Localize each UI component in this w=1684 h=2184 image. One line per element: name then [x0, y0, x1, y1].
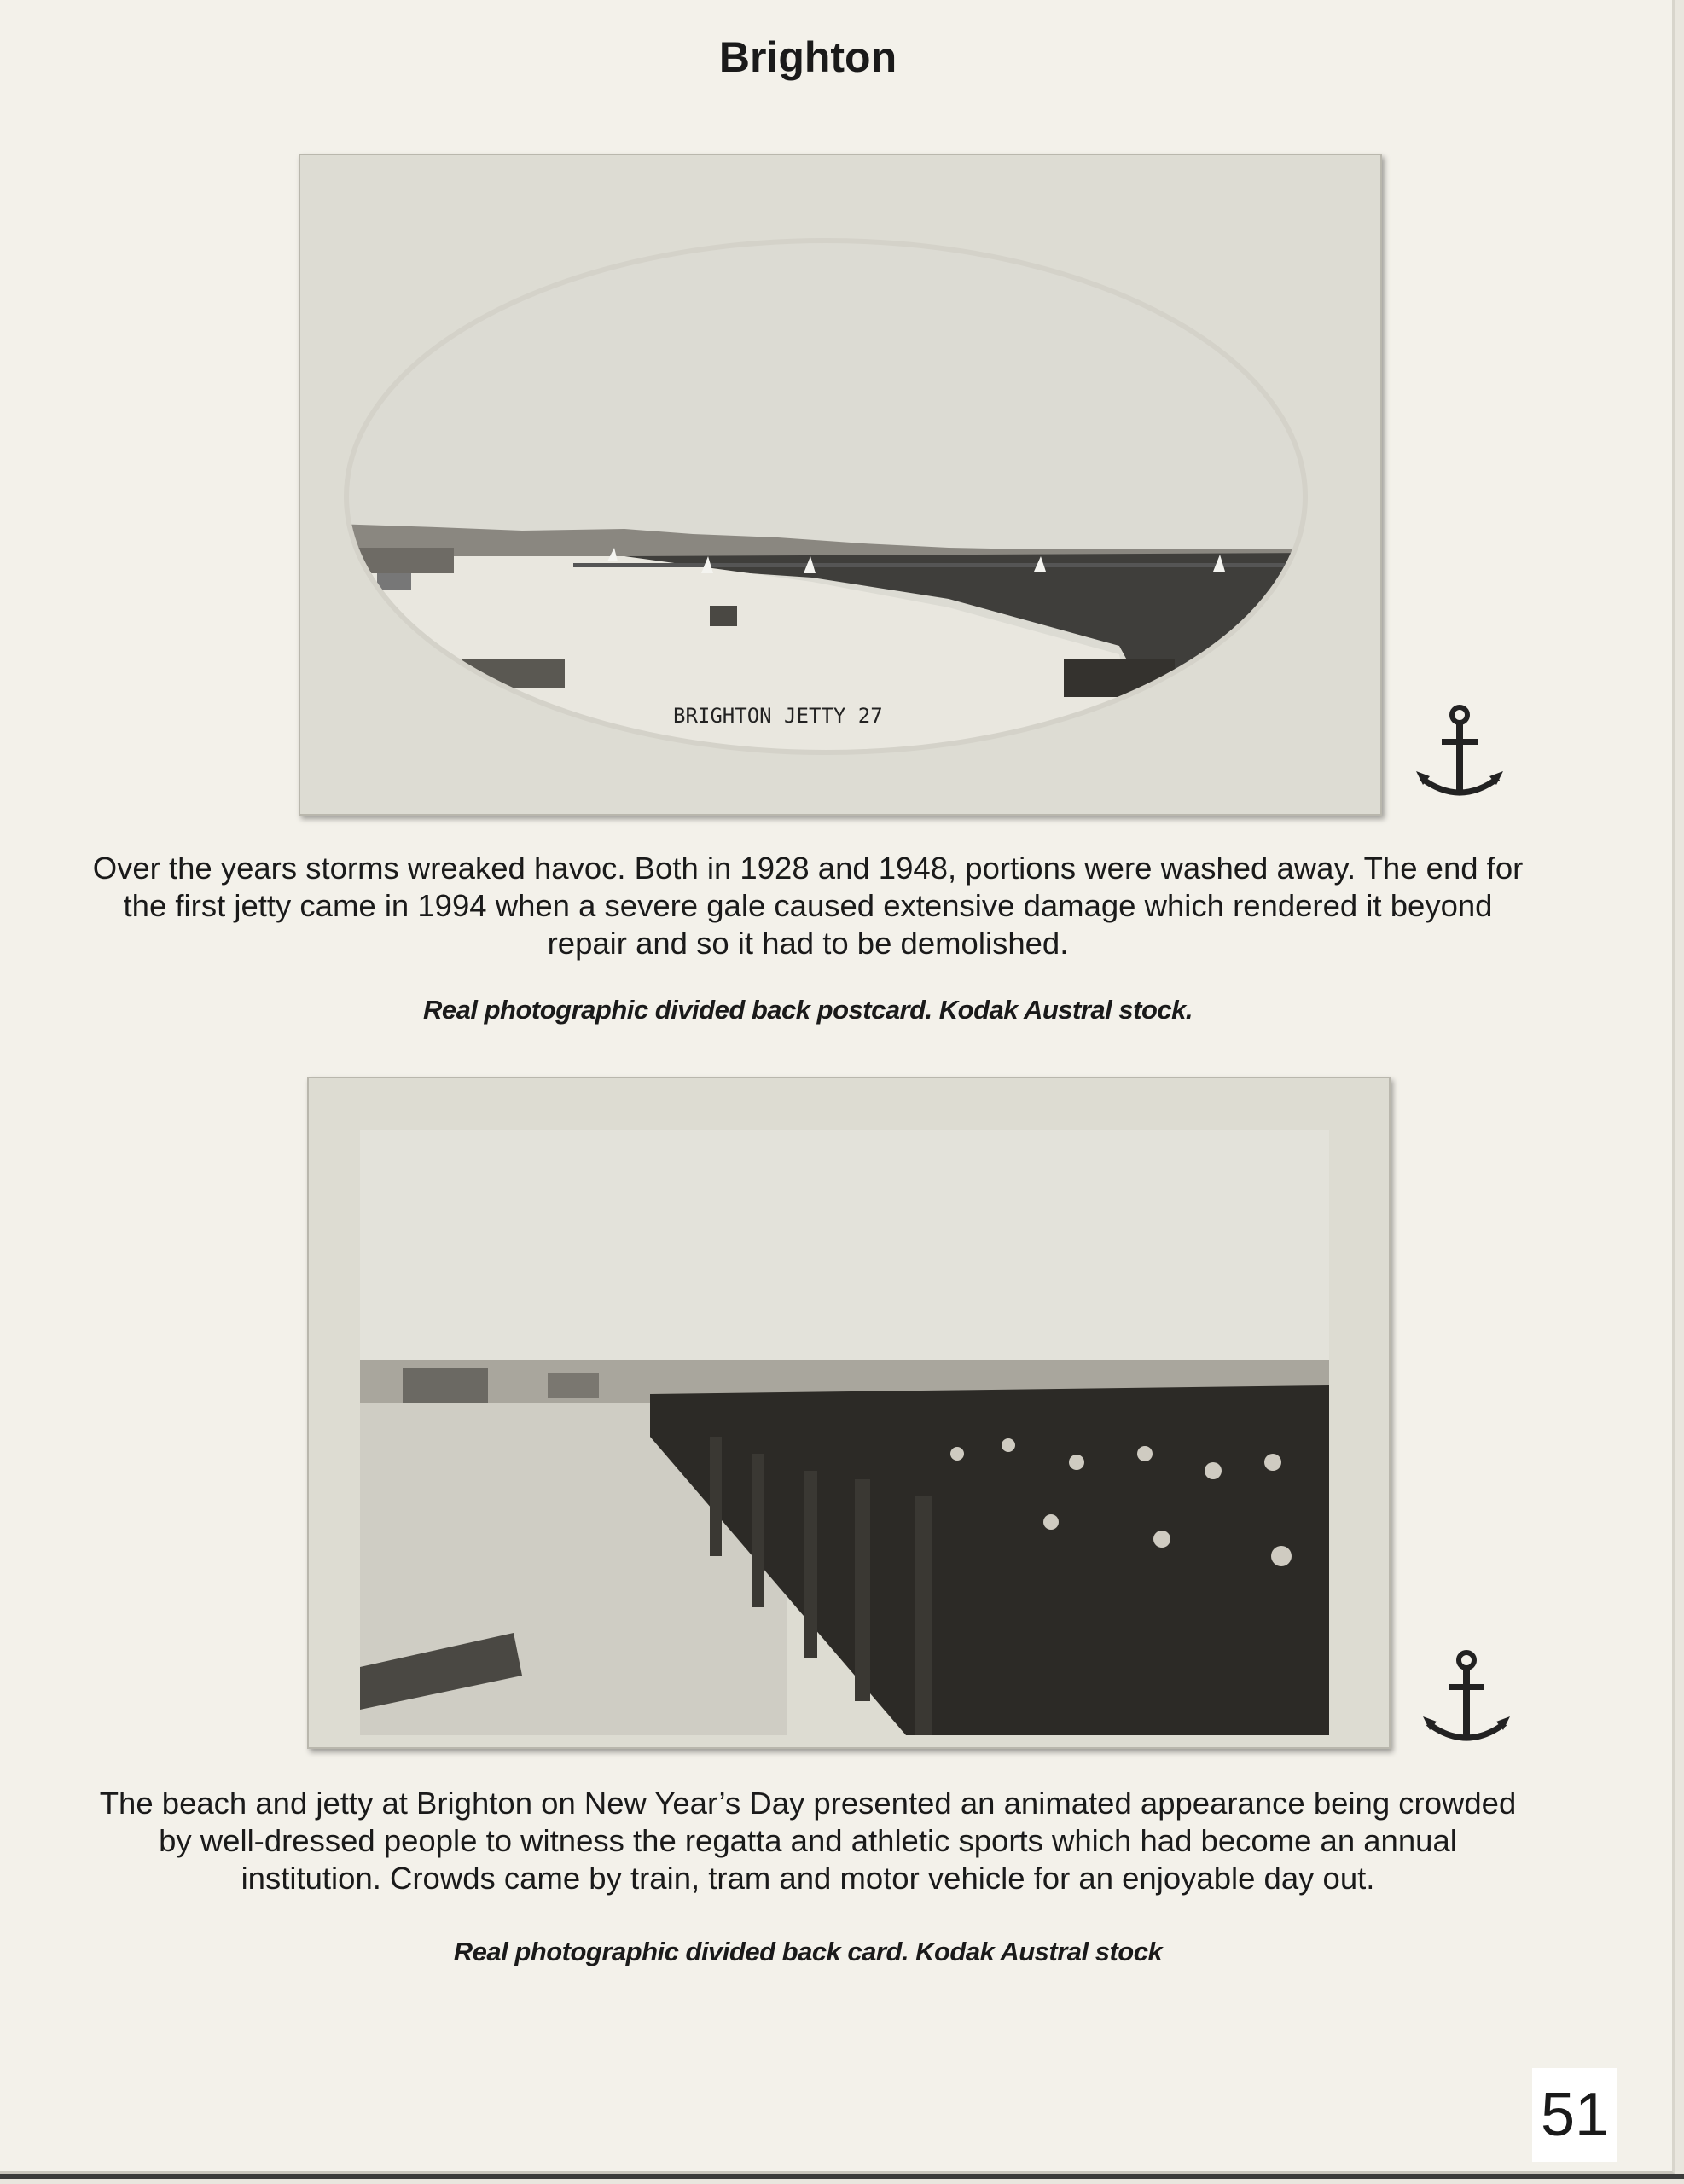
postcard-photo — [300, 155, 1380, 814]
postcard1-note: Real photographic divided back postcard. Kodak Austral stock. — [423, 995, 1193, 1025]
postcard-handwritten-caption: BRIGHTON JETTY 27 — [673, 704, 883, 728]
anchor-icon — [1420, 1648, 1513, 1751]
postcard2-note: Real photographic divided back card. Kodak Austral stock — [453, 1937, 1163, 1966]
anchor-icon — [1413, 703, 1507, 805]
scan-bottom-edge — [0, 2174, 1684, 2179]
postcard1-description: Over the years storms wreaked havoc. Both in 1928 and 1948, portions were washed away. The end for the first jetty came in 1994 when a severe gale caused extensive damage which rendered it beyond repair and so it had to be demolished. — [92, 851, 1524, 961]
postcard-brighton-jetty — [299, 154, 1382, 816]
postcard-new-years-day-jetty — [307, 1077, 1391, 1749]
page-number: 51 — [1532, 2068, 1617, 2162]
postcard-photo — [309, 1078, 1389, 1747]
page-title: Brighton — [718, 33, 897, 81]
postcard2-description: The beach and jetty at Brighton on New Year’s Day presented an animated appearance being crowded by well-dressed people to witness the regatta and athletic sports which had become an annual institution. Crowds came by train, tram and motor vehicle for an enjoyable day out. — [99, 1786, 1517, 1896]
